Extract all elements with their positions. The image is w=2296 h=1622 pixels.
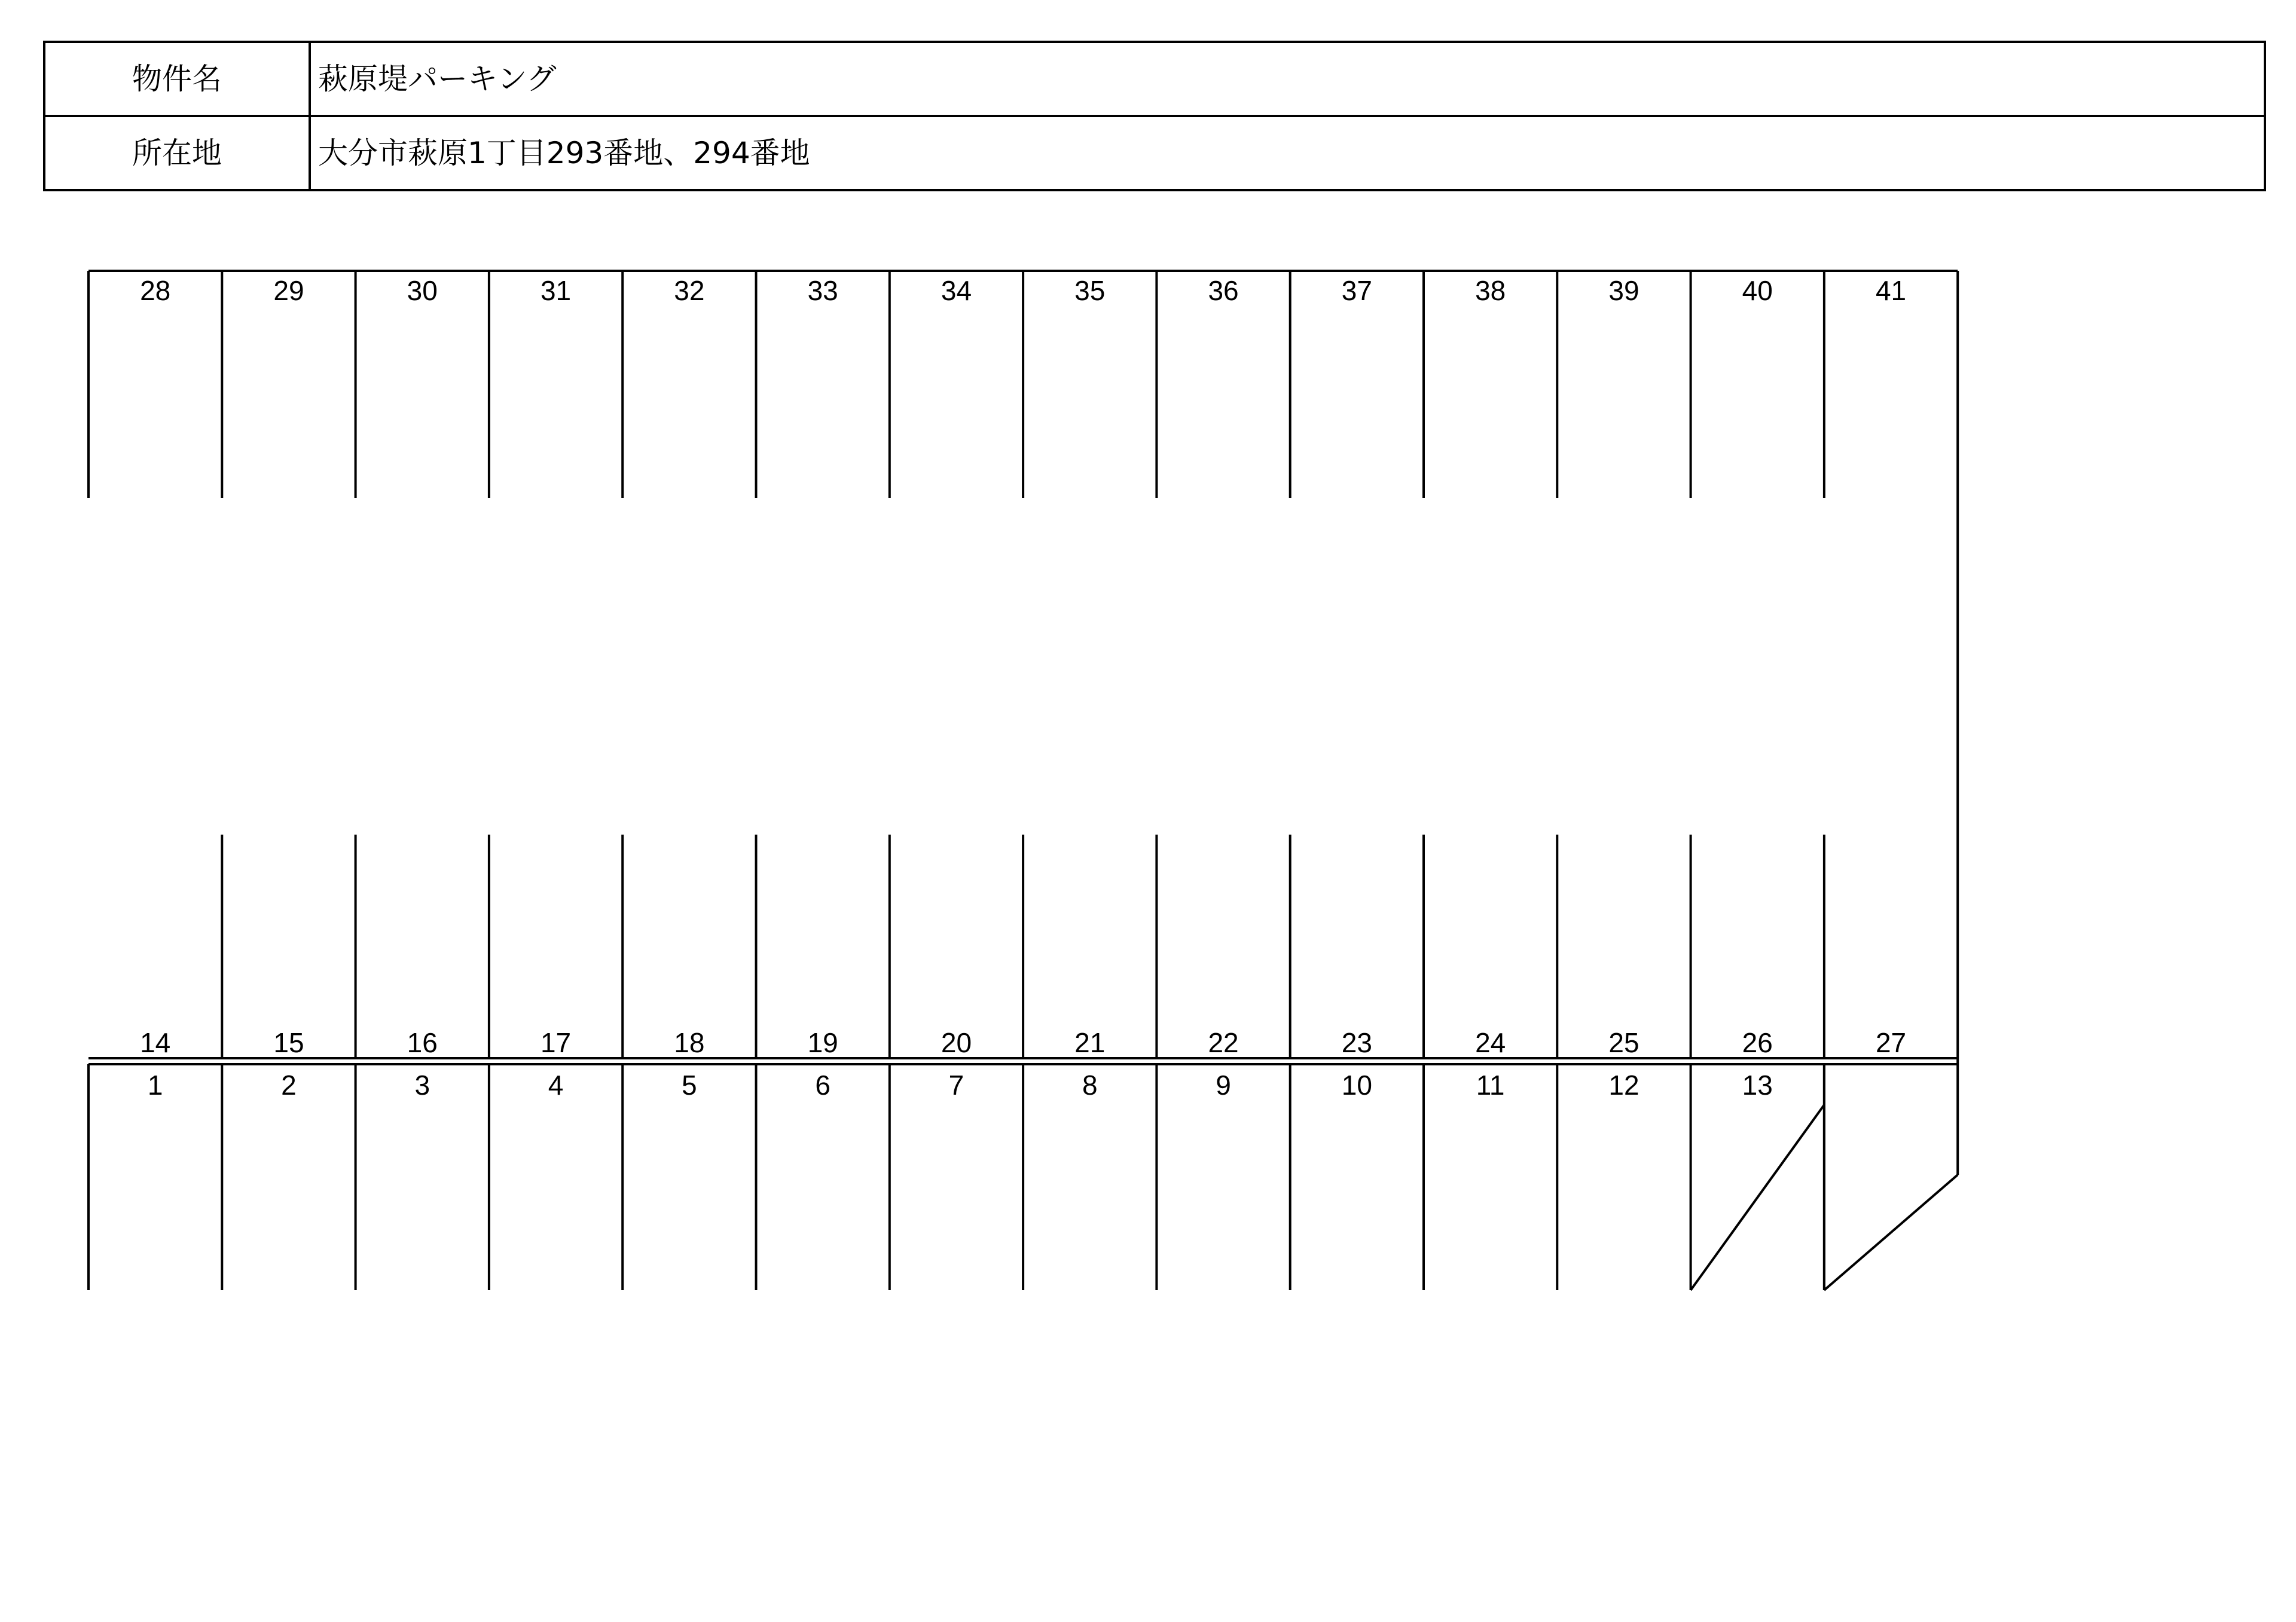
stall-number-39: 39 (1608, 275, 1639, 306)
stall-number-4: 4 (548, 1070, 564, 1101)
stall-number-22: 22 (1208, 1027, 1239, 1058)
stall-number-10: 10 (1341, 1070, 1372, 1101)
stall-number-14: 14 (140, 1027, 171, 1058)
stall-number-18: 18 (674, 1027, 705, 1058)
stall-number-16: 16 (407, 1027, 438, 1058)
stall-number-11: 11 (1476, 1070, 1505, 1101)
stall-number-29: 29 (273, 275, 304, 306)
stall-number-24: 24 (1475, 1027, 1506, 1058)
property-location-label: 所在地 (44, 116, 310, 190)
stall-number-35: 35 (1074, 275, 1106, 306)
stall-number-9: 9 (1216, 1070, 1231, 1101)
stall-number-19: 19 (807, 1027, 838, 1058)
property-name-value: 萩原堤パーキング (310, 42, 2265, 116)
stall-number-17: 17 (540, 1027, 572, 1058)
stall-number-28: 28 (140, 275, 171, 306)
stall-number-38: 38 (1475, 275, 1506, 306)
stall-13-diagonal-line (1691, 1105, 1824, 1290)
stall-number-2: 2 (281, 1070, 297, 1101)
stall-number-7: 7 (948, 1070, 964, 1101)
corner-diagonal-line (1824, 1175, 1958, 1290)
stall-number-34: 34 (941, 275, 972, 306)
property-location-value: 大分市萩原1丁目293番地、294番地 (310, 116, 2265, 190)
stall-number-3: 3 (414, 1070, 430, 1101)
stall-number-30: 30 (407, 275, 438, 306)
stall-number-15: 15 (273, 1027, 304, 1058)
stall-number-33: 33 (807, 275, 838, 306)
stall-number-5: 5 (682, 1070, 697, 1101)
stall-number-32: 32 (674, 275, 705, 306)
stall-number-36: 36 (1208, 275, 1239, 306)
stall-number-1: 1 (147, 1070, 163, 1101)
stall-number-41: 41 (1875, 275, 1907, 306)
stall-number-27: 27 (1875, 1027, 1907, 1058)
stall-number-37: 37 (1341, 275, 1372, 306)
stall-number-26: 26 (1742, 1027, 1773, 1058)
stall-number-25: 25 (1608, 1027, 1639, 1058)
stall-number-31: 31 (540, 275, 572, 306)
stall-number-12: 12 (1608, 1070, 1639, 1101)
stall-number-23: 23 (1341, 1027, 1372, 1058)
stall-number-6: 6 (815, 1070, 831, 1101)
stall-number-8: 8 (1082, 1070, 1098, 1101)
stall-number-13: 13 (1742, 1070, 1773, 1101)
stall-number-20: 20 (941, 1027, 972, 1058)
stall-number-21: 21 (1074, 1027, 1106, 1058)
stall-number-40: 40 (1742, 275, 1773, 306)
property-name-label: 物件名 (44, 42, 310, 116)
